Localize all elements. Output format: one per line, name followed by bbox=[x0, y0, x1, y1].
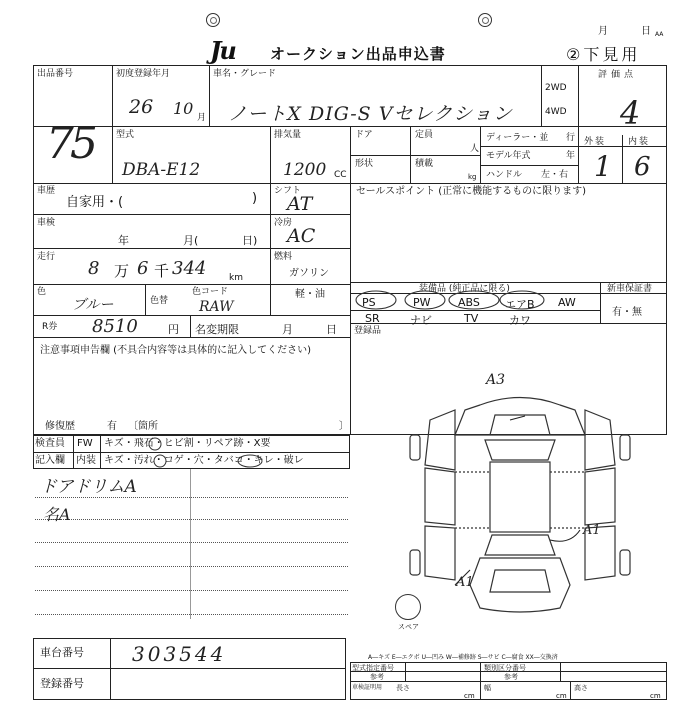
fw-label: FW bbox=[77, 438, 93, 449]
registration-month: 月 bbox=[282, 323, 293, 336]
height-unit: cm bbox=[650, 692, 661, 700]
mark-a3: A3 bbox=[486, 372, 506, 388]
drive-4wd: 4WD bbox=[545, 107, 567, 117]
inspector-note-2: 名A bbox=[43, 505, 71, 524]
first-registration-month: 10 bbox=[173, 99, 194, 118]
fw-items: キズ・飛石・ヒビ割・リペア跡・X要 bbox=[104, 438, 271, 449]
fuel-gasoline: ガソリン bbox=[289, 268, 329, 279]
capacity-unit: 人 bbox=[470, 144, 480, 154]
car-damage-diagram bbox=[400, 380, 640, 620]
mileage-label: 走行 bbox=[37, 252, 56, 262]
exterior-label: 外装 bbox=[584, 137, 607, 147]
color-value: ブルー bbox=[72, 297, 114, 313]
repair-has: 有 bbox=[107, 421, 117, 432]
aircon-label: 冷房 bbox=[274, 218, 293, 228]
length-unit: cm bbox=[464, 692, 475, 700]
model-year-suffix: 年 bbox=[566, 151, 576, 161]
displacement-unit: CC bbox=[334, 170, 347, 180]
width-unit: cm bbox=[556, 692, 567, 700]
model-code: DBA-E12 bbox=[122, 160, 201, 180]
equip-airbag: エアB bbox=[505, 298, 535, 311]
color-label: 色 bbox=[37, 287, 47, 297]
car-name-label: 車名・グレード bbox=[213, 69, 277, 79]
inspector-label: 検査員 bbox=[35, 438, 65, 449]
inspection-month: 月( bbox=[183, 234, 199, 247]
lot-number: 75 bbox=[46, 118, 94, 169]
date-month-label: 月 bbox=[598, 26, 608, 37]
load-unit: kg bbox=[468, 173, 477, 181]
model-year-label: モデル年式 bbox=[486, 151, 531, 161]
mark-a1-left: A1 bbox=[456, 575, 474, 590]
equip-ps: PS bbox=[362, 296, 376, 309]
notes-label: 注意事項申告欄 (不具合内容等は具体的に記入してください) bbox=[40, 345, 311, 356]
registration-day: 日 bbox=[326, 323, 337, 336]
handle-options: 左・右 bbox=[541, 170, 569, 180]
dealer-label: ディーラー・並 bbox=[486, 133, 549, 143]
aircon-value: AC bbox=[287, 225, 316, 247]
equip-navi: ナビ bbox=[410, 314, 432, 327]
equip-leather: カワ bbox=[509, 314, 531, 327]
repair-history-label: 修復歴 bbox=[45, 421, 75, 432]
history-value: 自家用・( bbox=[66, 195, 124, 210]
load-label: 積載 bbox=[415, 159, 434, 169]
equip-tv: TV bbox=[464, 312, 479, 325]
equip-pw: PW bbox=[413, 296, 431, 309]
grade-label: 評価点 bbox=[598, 70, 638, 80]
repair-close: 〕 bbox=[339, 421, 349, 432]
warranty-value: 有・無 bbox=[612, 307, 642, 318]
damage-legend: A―キズ E―エクボ U―凹み W―補修跡 S―サビ C―腐食 XX―交換済 bbox=[368, 654, 558, 661]
dealer-suffix: 行 bbox=[566, 133, 576, 143]
binder-hole-left bbox=[206, 13, 220, 27]
recycle-value: 8510 bbox=[92, 316, 138, 337]
doors-label: ドア bbox=[355, 130, 373, 140]
car-name-grade: ノートX DIG-S Vセレクション bbox=[228, 103, 513, 125]
repair-place: 〔箇所 bbox=[128, 421, 158, 432]
fuel-diesel: 軽・油 bbox=[295, 289, 325, 300]
mileage-man: 万 bbox=[114, 262, 130, 280]
mileage-value-2: 6 bbox=[137, 258, 149, 279]
sales-point-label: セールスポイント (正常に機能するものに限ります) bbox=[356, 186, 587, 197]
mark-a1-right: A1 bbox=[583, 523, 601, 538]
handle-label: ハンドル bbox=[486, 170, 523, 180]
spare-label: スペア bbox=[398, 623, 419, 631]
inspector-note-1: ドアドリムA bbox=[40, 477, 137, 497]
inspection-day: 日) bbox=[242, 234, 258, 247]
length-label: 長さ bbox=[396, 684, 410, 692]
registered-items-label: 登録品 bbox=[354, 326, 382, 336]
model-label: 型式 bbox=[116, 130, 135, 140]
chassis-number: 303544 bbox=[132, 642, 227, 666]
class-ref-label: 参考 bbox=[504, 673, 518, 681]
spare-tire-icon bbox=[395, 594, 421, 620]
lot-number-label: 出品番号 bbox=[37, 69, 74, 79]
capacity-label: 定員 bbox=[415, 130, 434, 140]
inspection-label: 車検 bbox=[37, 218, 56, 228]
interior-check-label: 内装 bbox=[76, 455, 96, 466]
first-registration-label: 初度登録年月 bbox=[116, 69, 171, 79]
equipment-label: 装備品 (純正品に限る) bbox=[419, 284, 510, 294]
date-suffix: AA bbox=[655, 31, 664, 38]
history-label: 車歴 bbox=[37, 186, 56, 196]
warranty-label: 新車保証書 bbox=[607, 284, 653, 294]
form-title: オークション出品申込書 bbox=[270, 45, 446, 63]
displacement-value: 1200 bbox=[283, 160, 327, 180]
color-code: RAW bbox=[199, 299, 234, 315]
logo: Ju bbox=[210, 36, 235, 65]
class-number-label: 類別区分番号 bbox=[484, 664, 526, 672]
type-number-label: 型式指定番号 bbox=[352, 664, 394, 672]
interior-score: 6 bbox=[634, 152, 651, 182]
history-close: ) bbox=[252, 191, 258, 206]
equip-aw: AW bbox=[558, 296, 576, 309]
drive-2wd: 2WD bbox=[545, 83, 567, 93]
inspection-year: 年 bbox=[118, 234, 129, 247]
width-label: 幅 bbox=[484, 684, 491, 692]
color-code-label: 色コード bbox=[192, 287, 229, 297]
shift-value: AT bbox=[287, 193, 313, 215]
first-registration-month-unit: 月 bbox=[197, 113, 207, 123]
first-registration-year: 26 bbox=[129, 96, 154, 118]
cert-label: 車検証明用 bbox=[352, 684, 383, 691]
copy-label: ②下見用 bbox=[566, 45, 641, 64]
plate-number-label: 登録番号 bbox=[40, 677, 84, 690]
date-day-label: 日 bbox=[641, 26, 651, 37]
interior-check-items: キズ・汚れ・コゲ・穴・タバコ・キレ・破レ bbox=[104, 455, 304, 466]
binder-hole-right bbox=[478, 13, 492, 27]
shape-label: 形状 bbox=[355, 159, 374, 169]
equip-abs: ABS bbox=[458, 296, 480, 309]
mileage-sen: 千 bbox=[154, 262, 170, 280]
equip-sr: SR bbox=[365, 312, 380, 325]
type-ref-label: 参考 bbox=[370, 673, 384, 681]
inspector-circles bbox=[100, 435, 350, 469]
entry-label: 記入欄 bbox=[35, 455, 65, 466]
exterior-score: 1 bbox=[594, 150, 612, 183]
displacement-label: 排気量 bbox=[274, 130, 302, 140]
height-label: 高さ bbox=[574, 684, 588, 692]
fuel-label: 燃料 bbox=[274, 252, 293, 262]
interior-label: 内装 bbox=[628, 137, 651, 147]
shift-label: シフト bbox=[274, 186, 302, 196]
mileage-unit: km bbox=[229, 273, 243, 283]
mileage-value-1: 8 bbox=[88, 258, 100, 279]
equipment-circles bbox=[350, 286, 550, 312]
grade-score: 4 bbox=[620, 94, 641, 132]
recycle-unit: 円 bbox=[168, 323, 179, 336]
registration-deadline-label: 名変期限 bbox=[195, 323, 239, 336]
recycle-label: R券 bbox=[42, 322, 58, 332]
repaint-label: 色替 bbox=[150, 296, 169, 306]
chassis-number-label: 車台番号 bbox=[40, 646, 84, 659]
mileage-value-3: 344 bbox=[172, 258, 207, 279]
